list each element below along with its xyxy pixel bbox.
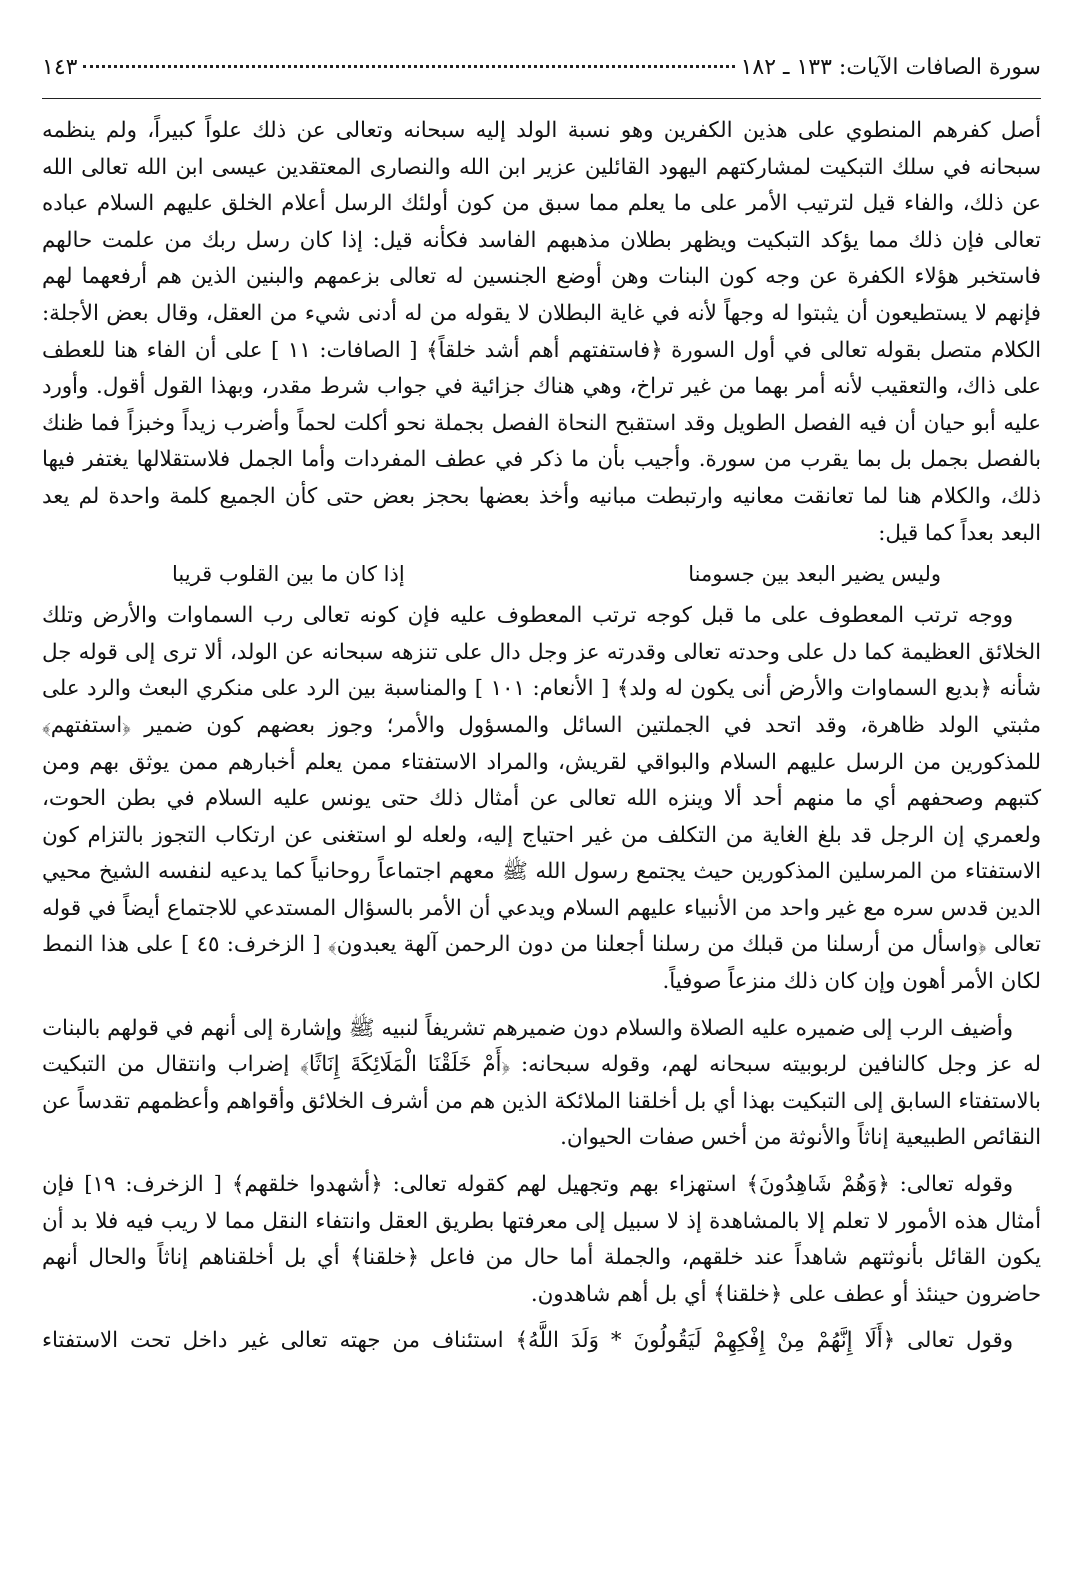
running-header [42,52,1041,99]
paragraph-2: ووجه ترتب المعطوف على ما قبل كوجه ترتب المعطوف عليه فإن كونه تعالى رب السماوات والأرض وتلك الخلائق العظيمة كما دل على وحدته تعالى وقدرته عز وجل دال على تنزهه سبحانه عن الولد، ألا ترى إلى قوله جل شأنه ﴿بديع السماوات والأرض أنى يكون له ولد﴾ [ الأنعام: ١٠١ ] والمناسبة بين الرد على منكري البعث والرد على مثبتي الولد ظاهرة، وقد اتحد في الجملتين السائل والمسؤول والأمر؛ وجوز بعضهم كون ضمير ﴿استفتهم﴾ للمذكورين من الرسل عليهم السلام والبواقي لقريش، والمراد الاستفتاء ممن يعلم أخبارهم ممن يوثق بهم ومن كتبهم وصحفهم أي ما منهم أحد ألا وينزه الله تعالى عن أمثال ذلك حتى يونس عليه السلام في بطن الحوت، ولعمري إن الرجل قد بلغ الغاية من التكلف من غير احتياج إليه، ولعله لو استغنى عن ارتكاب التجوز بالتزام كون الاستفتاء من المرسلين المذكورين حيث يجتمع رسول الله ﷺ معهم اجتماعاً روحانياً كما يدعيه لنفسه الشيخ محيي الدين قدس سره مع غير واحد من الأنبياء عليهم السلام ويدعي أن الأمر بالسؤال المستدعي للاجتماع أيضاً في قوله تعالى ﴿واسأل من أرسلنا من قبلك من رسلنا أجعلنا من دون الرحمن آلهة يعبدون﴾ [ الزخرف: ٤٥ ] على هذا النمط لكان الأمر أهون وإن كان ذلك منزعاً صوفياً. [42,603,1041,995]
paragraph-4: وقوله تعالى: ﴿وَهُمْ شَاهِدُونَ﴾ استهزاء بهم وتجهيل لهم كقوله تعالى: ﴿أشهدوا خلقهم﴾ [ الزخرف: ١٩] فإن أمثال هذه الأمور لا تعلم إلا بالمشاهدة إذ لا سبيل إلى معرفتها بطريق العقل وانتفاء النقل مما لا ريب فيه فلا بد أن يكون القائل بأنوثتهم شاهداً عند خلقهم، والجملة أما حال من فاعل ﴿خلقنا﴾ أي بل أخلقناهم إناثاً والحال أنهم حاضرون حينئذ أو عطف على ﴿خلقنا﴾ أي بل أهم شاهدون. [42,1172,1041,1307]
paragraph-1: أصل كفرهم المنطوي على هذين الكفرين وهو نسبة الولد إليه سبحانه وتعالى عن ذلك علواً كبيراً، ولم ينظمه سبحانه في سلك التبكيت لمشاركتهم اليهود القائلين عزير ابن الله والنصارى المعتقدين عيسى ابن الله تعالى الله عن ذلك، والفاء قيل لترتيب الأمر على ما يعلم مما سبق من كون أولئك الرسل أعلام الخلق عليهم السلام عباده تعالى فإن ذلك مما يؤكد التبكيت ويظهر بطلان مذهبهم الفاسد فكأنه قيل: إذا كان رسل ربك من علمت حالهم فاستخبر هؤلاء الكفرة عن وجه كون البنات وهن أوضع الجنسين له تعالى بزعمهم والبنين الذين هم أرفعهما لهم فإنهم لا يستطيعون أن يثبتوا له وجهاً لأنه في غاية البطلان لا يقوله من له أدنى شيء من العقل، وقال بعض الأجلة: الكلام متصل بقوله تعالى في أول السورة ﴿فاستفتهم أهم أشد خلقاً﴾ [ الصافات: ١١ ] على أن الفاء هنا للعطف على ذاك، والتعقيب لأنه أمر بهما من غير تراخ، وهي هناك جزائية في جواب شرط مقدر، وبهذا القول أقول. وأورد عليه أبو حيان أن فيه الفصل الطويل وقد استقبح النحاة الفصل بجملة نحو أكلت لحماً وأضرب زيداً وخبزاً فما ظنك بالفصل بجمل بل بما يقرب من سورة. وأجيب بأن ما ذكر في عطف المفردات وأما الجمل فلاستقلالها يغتفر فيها ذلك، والكلام هنا لما تعانقت معانيه وارتبطت مبانيه وأخذ بعضها بحجز بعض حتى كأن الجميع كلمة واحدة لم يعد البعد بعداً كما قيل: [42,118,1042,546]
paragraph-5: وقول تعالى ﴿أَلَا إِنَّهُمْ مِنْ إِفْكِهِمْ لَيَقُولُونَ * وَلَدَ اللَّهُ﴾ استئناف من جهته تعالى غير داخل تحت الاستفتاء [42,1328,1013,1354]
dotted-leader [83,65,734,68]
verse-second-hemistich: إذا كان ما بين القلوب قريبا [172,562,405,587]
verse-first-hemistich: وليس يضير البعد بين جسومنا [688,562,941,587]
page-number: ١٤٣ [42,55,78,80]
surah-title: سورة الصافات الآيات: ١٣٣ ـ ١٨٢ [740,55,1041,80]
paragraph-3: وأضيف الرب إلى ضميره عليه الصلاة والسلام دون ضميرهم تشريفاً لنبيه ﷺ وإشارة إلى أنهم في قولهم بالبنات له عز وجل كالنافين لربوبيته سبحانه لهم، وقوله سبحانه: ﴿أَمْ خَلَقْنَا الْمَلَائِكَةَ إِنَاثًا﴾ إضراب وانتقال من التبكيت بالاستفتاء السابق إلى التبكيت بهذا أي بل أخلقنا الملائكة الذين هم من أشرف الخلائق وأقواهم وأعظمهم تقدساً عن النقائص الطبيعية إناثاً والأنوثة من أخس صفات الحيوان. [42,1015,1041,1151]
poetry-verse [42,552,1041,598]
